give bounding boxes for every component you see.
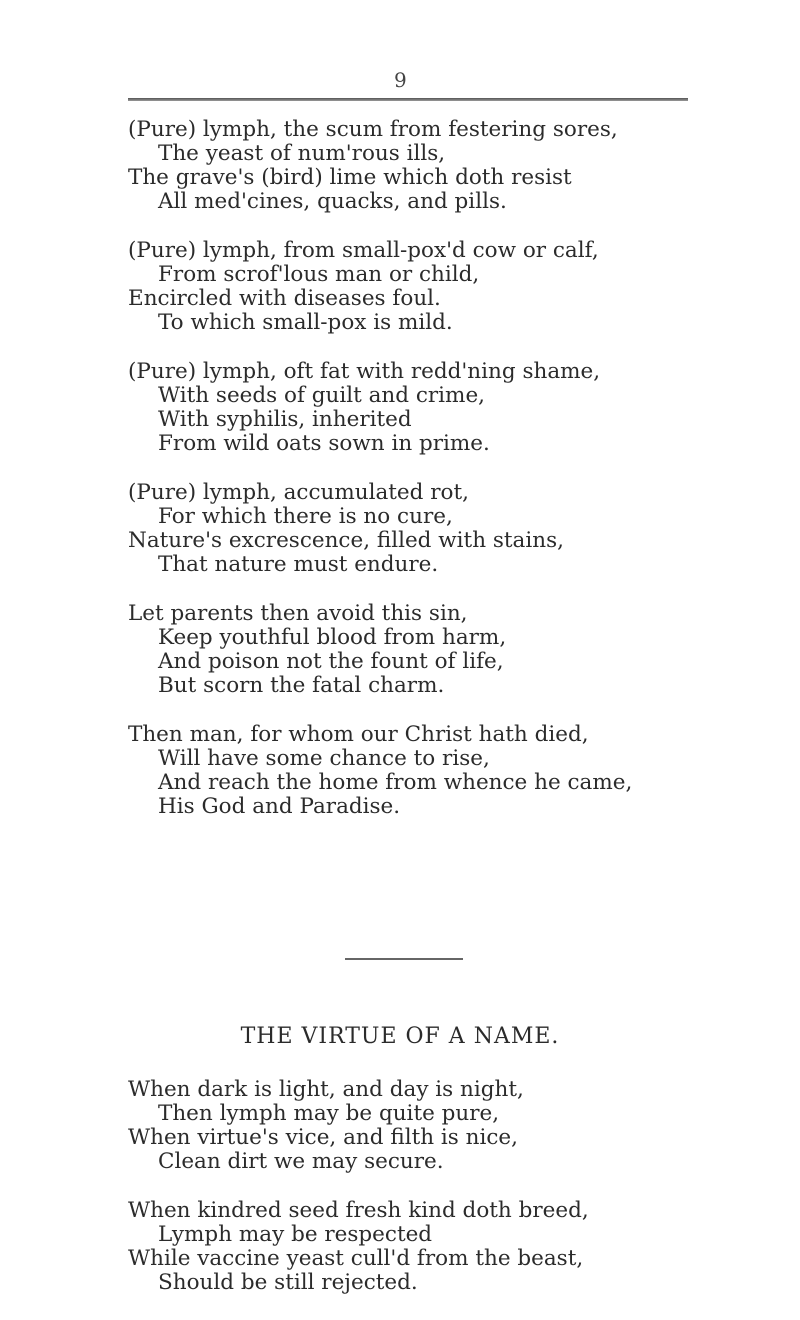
poem-line: To which small-pox is mild. [158, 310, 453, 335]
poem-line: (Pure) lymph, oft fat with redd'ning shame, [128, 359, 601, 384]
poem-line: His God and Paradise. [158, 794, 401, 819]
poem-line: Then man, for whom our Christ hath died, [128, 722, 589, 747]
poem-line: Lymph may be respected [158, 1222, 433, 1247]
stanza-4 [128, 481, 688, 577]
poem-line: When kindred seed fresh kind doth breed, [128, 1198, 589, 1223]
poem-line: When virtue's vice, and filth is nice, [128, 1125, 518, 1150]
poem-line: And reach the home from whence he came, [158, 770, 633, 795]
poem-line: The yeast of num'rous ills, [158, 141, 446, 166]
stanza-5 [128, 602, 688, 698]
section-title: THE VIRTUE OF A NAME. [240, 1024, 560, 1049]
stanza-8 [128, 1199, 688, 1295]
poem-line: Then lymph may be quite pure, [158, 1101, 500, 1126]
poem-line: (Pure) lymph, the scum from festering sores, [128, 117, 618, 142]
poem-line: When dark is light, and day is night, [128, 1077, 524, 1102]
poem-line: Encircled with diseases foul. [128, 286, 441, 311]
stanza-2 [128, 239, 688, 335]
poem-line: Nature's excrescence, filled with stains, [128, 528, 564, 553]
poem-line: For which there is no cure, [158, 504, 453, 529]
poem-line: Let parents then avoid this sin, [128, 601, 468, 626]
page-number: 9 [394, 68, 407, 92]
stanza-3 [128, 360, 688, 456]
poem-line: From scrof'lous man or child, [158, 262, 480, 287]
poem-line: But scorn the fatal charm. [158, 673, 445, 698]
poem-line: From wild oats sown in prime. [158, 431, 490, 456]
stanza-1 [128, 118, 688, 214]
section-separator [345, 958, 463, 960]
poem-line: With syphilis, inherited [158, 407, 412, 432]
poem-line: (Pure) lymph, accumulated rot, [128, 480, 469, 505]
poem-section [128, 118, 688, 844]
poem-line: And poison not the fount of life, [158, 649, 504, 674]
poem-line: Clean dirt we may secure. [158, 1149, 444, 1174]
stanza-7 [128, 1078, 688, 1174]
poem-line: The grave's (bird) lime which doth resist [128, 165, 572, 190]
poem-line: With seeds of guilt and crime, [158, 383, 486, 408]
stanza-6 [128, 723, 688, 819]
poem-line: Will have some chance to rise, [158, 746, 490, 771]
poem-line: Keep youthful blood from harm, [158, 625, 507, 650]
poem-line: (Pure) lymph, from small-pox'd cow or calf, [128, 238, 599, 263]
top-rule [128, 98, 688, 101]
poem-section-2 [128, 1078, 688, 1320]
poem-line: That nature must endure. [158, 552, 439, 577]
poem-line: While vaccine yeast cull'd from the beast, [128, 1246, 584, 1271]
poem-line: All med'cines, quacks, and pills. [158, 189, 507, 214]
poem-line: Should be still rejected. [158, 1270, 418, 1295]
